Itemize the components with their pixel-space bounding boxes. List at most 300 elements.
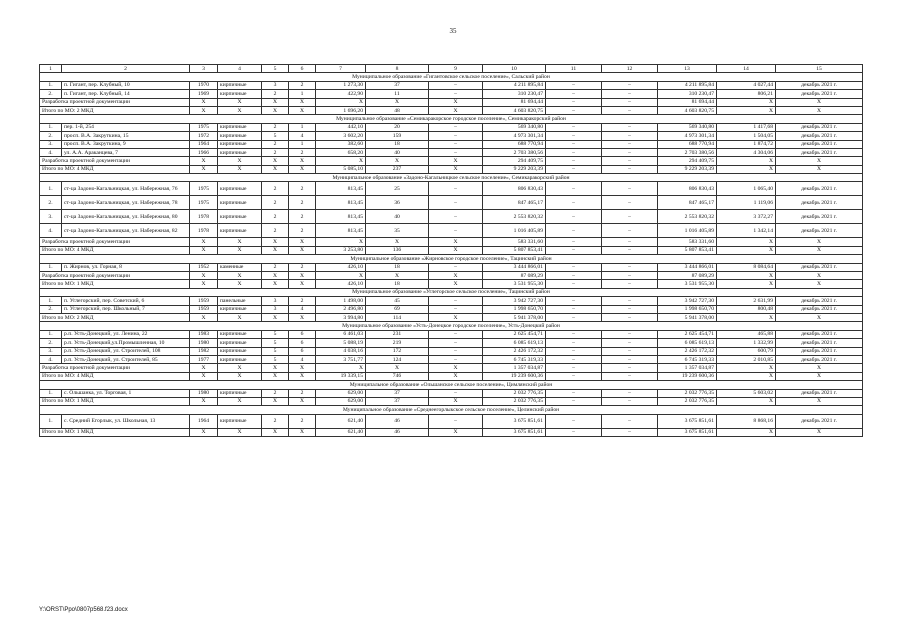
table-cell: 3 531 955,30 xyxy=(658,280,717,288)
table-cell: – xyxy=(429,330,483,338)
table-cell: – xyxy=(602,272,658,280)
table-cell: X xyxy=(289,157,316,165)
housing-repair-table xyxy=(39,64,863,437)
table-cell: – xyxy=(546,106,602,114)
summary-row xyxy=(40,98,863,106)
section-heading-row xyxy=(40,322,863,330)
table-cell: X xyxy=(262,364,289,372)
page-number: 35 xyxy=(449,27,457,35)
table-cell: – xyxy=(546,339,602,347)
table-cell: X xyxy=(262,246,289,254)
table-cell: декабрь 2021 г. xyxy=(776,132,863,140)
table-cell: – xyxy=(602,148,658,156)
table-cell: 1978 xyxy=(190,210,218,224)
table-cell: X xyxy=(262,313,289,321)
table-cell: X xyxy=(218,428,262,436)
table-cell: 1 065,40 xyxy=(717,182,776,196)
table-cell: – xyxy=(602,355,658,363)
table-cell: 806,21 xyxy=(717,90,776,98)
table-cell: 1972 xyxy=(190,132,218,140)
table-cell: X xyxy=(262,372,289,380)
table-cell: – xyxy=(602,364,658,372)
table-cell: декабрь 2021 г. xyxy=(776,196,863,210)
table-cell: X xyxy=(289,165,316,173)
table-cell: 442,10 xyxy=(316,123,366,131)
summary-row xyxy=(40,165,863,173)
address-cell: п. Гигант, пер. Клубный, 10 xyxy=(62,81,190,89)
table-cell: 4 xyxy=(289,305,316,313)
table-cell: кирпичные xyxy=(218,339,262,347)
table-cell: 294 409,75 xyxy=(658,157,717,165)
table-cell: 11 xyxy=(366,90,429,98)
table-cell: X xyxy=(366,157,429,165)
table-cell: – xyxy=(429,389,483,397)
table-cell: 1975 xyxy=(190,123,218,131)
table-cell: 2. xyxy=(40,196,62,210)
table-cell: 2 426 172,32 xyxy=(658,347,717,355)
table-cell: X xyxy=(218,272,262,280)
table-cell: 4 027,44 xyxy=(717,81,776,89)
table-cell: 9 229 203,39 xyxy=(658,165,717,173)
municipality-title: Муниципальное образование «Углегорское сельское поселение», Тацинский район xyxy=(40,288,863,296)
table-cell: X xyxy=(717,157,776,165)
table-cell: 3 675 851,61 xyxy=(658,414,717,428)
table-cell: 1 016 405,89 xyxy=(483,224,546,238)
table-cell: – xyxy=(429,347,483,355)
table-cell: 1. xyxy=(40,123,62,131)
table-cell: 621,40 xyxy=(316,428,366,436)
table-cell: 1978 xyxy=(190,224,218,238)
table-cell: X xyxy=(717,313,776,321)
table-cell: 19 339,15 xyxy=(316,372,366,380)
table-cell: декабрь 2021 г. xyxy=(776,355,863,363)
summary-label: Итого по МО: 4 МКД xyxy=(40,165,190,173)
table-cell: 1952 xyxy=(190,263,218,271)
table-cell: 1966 xyxy=(190,148,218,156)
table-cell: – xyxy=(546,263,602,271)
column-number-header: 14 xyxy=(717,65,776,73)
section-heading-row xyxy=(40,288,863,296)
table-cell: 2 xyxy=(262,414,289,428)
table-row xyxy=(40,140,863,148)
table-cell: 37 xyxy=(366,81,429,89)
table-cell: – xyxy=(546,272,602,280)
table-cell: 1969 xyxy=(190,90,218,98)
table-cell: 600,79 xyxy=(717,347,776,355)
table-cell: 172 xyxy=(366,347,429,355)
table-cell: 2. xyxy=(40,132,62,140)
table-cell: – xyxy=(602,224,658,238)
table-cell: – xyxy=(546,98,602,106)
table-cell: – xyxy=(602,140,658,148)
table-cell: 688 770,94 xyxy=(658,140,717,148)
table-cell: X xyxy=(776,272,863,280)
table-cell: 1 xyxy=(289,140,316,148)
table-cell: X xyxy=(429,313,483,321)
table-cell: 1 xyxy=(289,90,316,98)
table-cell: X xyxy=(429,372,483,380)
table-cell: – xyxy=(602,210,658,224)
table-cell: 569 340,80 xyxy=(658,123,717,131)
municipality-title: Муниципальное образование «Гигантовское сельское поселение», Сальский район xyxy=(40,73,863,81)
table-row xyxy=(40,196,863,210)
table-cell: – xyxy=(429,196,483,210)
municipality-title: Муниципальное образование «Ольшанское сельское поселение», Цимлянский район xyxy=(40,381,863,389)
table-cell: – xyxy=(546,347,602,355)
address-cell: ул. А.А. Араканцева, 7 xyxy=(62,148,190,156)
column-number-row xyxy=(40,65,863,73)
table-cell: 45 xyxy=(366,297,429,305)
table-cell: кирпичные xyxy=(218,347,262,355)
table-cell: X xyxy=(717,165,776,173)
table-cell: X xyxy=(776,428,863,436)
table-cell: 1 119,06 xyxy=(717,196,776,210)
table-cell: 2 xyxy=(289,224,316,238)
table-cell: X xyxy=(717,428,776,436)
column-number-header: 3 xyxy=(190,65,218,73)
table-cell: декабрь 2021 г. xyxy=(776,90,863,98)
table-cell: 37 xyxy=(366,389,429,397)
table-cell: 231 xyxy=(366,330,429,338)
table-cell: 35 xyxy=(366,224,429,238)
table-cell: X xyxy=(218,280,262,288)
table-cell: 1983 xyxy=(190,330,218,338)
summary-label: Разработка проектной документации xyxy=(40,238,190,246)
table-cell: 5 xyxy=(262,330,289,338)
table-cell: 81 694,44 xyxy=(483,98,546,106)
table-cell: 4 304,06 xyxy=(717,148,776,156)
table-cell: 1 xyxy=(289,123,316,131)
table-cell: X xyxy=(262,98,289,106)
table-cell: 847 465,17 xyxy=(658,196,717,210)
table-cell: X xyxy=(316,272,366,280)
table-cell: X xyxy=(218,165,262,173)
table-cell: X xyxy=(190,272,218,280)
table-cell: X xyxy=(289,364,316,372)
column-number-header: 12 xyxy=(602,65,658,73)
table-cell: X xyxy=(289,428,316,436)
table-cell: X xyxy=(366,272,429,280)
table-cell: – xyxy=(546,140,602,148)
table-cell: X xyxy=(429,397,483,405)
table-cell: – xyxy=(546,372,602,380)
table-cell: кирпичные xyxy=(218,196,262,210)
table-cell: X xyxy=(289,313,316,321)
summary-label: Итого по МО: 1 МКД xyxy=(40,280,190,288)
table-cell: 19 239 600,36 xyxy=(658,372,717,380)
table-cell: 4. xyxy=(40,224,62,238)
address-cell: р.п. Усть-Донецкий, ул. Строителей, 108 xyxy=(62,347,190,355)
table-cell: 69 xyxy=(366,305,429,313)
table-row xyxy=(40,297,863,305)
table-cell: 688 770,94 xyxy=(483,140,546,148)
column-number-header: 1 xyxy=(40,65,62,73)
summary-row xyxy=(40,428,863,436)
table-row xyxy=(40,347,863,355)
table-cell: – xyxy=(546,90,602,98)
table-cell: 2 xyxy=(262,389,289,397)
table-cell: X xyxy=(429,238,483,246)
table-cell: кирпичные xyxy=(218,210,262,224)
summary-label: Разработка проектной документации xyxy=(40,98,190,106)
table-cell: – xyxy=(429,81,483,89)
table-cell: 6 085 619,13 xyxy=(483,339,546,347)
table-row xyxy=(40,263,863,271)
table-cell: 4 973 301,34 xyxy=(658,132,717,140)
table-cell: X xyxy=(717,238,776,246)
table-cell: 800,48 xyxy=(717,305,776,313)
table-cell: – xyxy=(602,389,658,397)
table-cell: X xyxy=(429,246,483,254)
table-cell: декабрь 2021 г. xyxy=(776,224,863,238)
table-cell: – xyxy=(602,238,658,246)
table-cell: X xyxy=(262,428,289,436)
table-cell: X xyxy=(717,372,776,380)
table-cell: – xyxy=(546,238,602,246)
column-number-header: 11 xyxy=(546,65,602,73)
table-cell: X xyxy=(316,238,366,246)
table-cell: 2 xyxy=(262,210,289,224)
table-cell: X xyxy=(262,272,289,280)
table-cell: 20 xyxy=(366,123,429,131)
table-cell: 5 941 378,00 xyxy=(483,313,546,321)
table-cell: 382,60 xyxy=(316,140,366,148)
table-cell: 6 xyxy=(289,339,316,347)
table-cell: 583 331,60 xyxy=(658,238,717,246)
table-cell: 5 xyxy=(262,355,289,363)
table-cell: 40 xyxy=(366,148,429,156)
table-cell: 1 498,00 xyxy=(316,297,366,305)
table-cell: 813,45 xyxy=(316,196,366,210)
table-cell: – xyxy=(429,263,483,271)
column-number-header: 13 xyxy=(658,65,717,73)
table-cell: кирпичные xyxy=(218,182,262,196)
table-cell: 3 372,27 xyxy=(717,210,776,224)
table-cell: X xyxy=(262,106,289,114)
table-cell: 5 xyxy=(262,339,289,347)
table-cell: декабрь 2021 г. xyxy=(776,347,863,355)
column-number-header: 6 xyxy=(289,65,316,73)
table-cell: X xyxy=(190,157,218,165)
table-cell: – xyxy=(429,224,483,238)
summary-row xyxy=(40,157,863,165)
table-cell: 310 230,47 xyxy=(658,90,717,98)
table-cell: 1 016 405,89 xyxy=(658,224,717,238)
address-cell: р.п. Усть-Донецкий, ул. Ленина, 22 xyxy=(62,330,190,338)
address-cell: с. Ольшанка, ул. Торговая, 1 xyxy=(62,389,190,397)
table-cell: – xyxy=(546,81,602,89)
table-cell: – xyxy=(546,246,602,254)
address-cell: р.п. Усть-Донецкий, ул. Строителей, 85 xyxy=(62,355,190,363)
table-row xyxy=(40,389,863,397)
address-cell: просп. В.А. Закруткина, 9 xyxy=(62,140,190,148)
table-cell: 2 010,85 xyxy=(717,355,776,363)
table-cell: 5 807 853,41 xyxy=(658,246,717,254)
table-cell: 813,45 xyxy=(316,210,366,224)
table-cell: 1964 xyxy=(190,414,218,428)
table-cell: 8 868,16 xyxy=(717,414,776,428)
table-cell: X xyxy=(429,280,483,288)
table-cell: X xyxy=(429,165,483,173)
table-cell: – xyxy=(546,148,602,156)
table-cell: – xyxy=(546,132,602,140)
table-cell: X xyxy=(776,372,863,380)
table-row xyxy=(40,330,863,338)
table-cell: – xyxy=(429,132,483,140)
section-heading-row xyxy=(40,174,863,182)
table-cell: 3 751,77 xyxy=(316,355,366,363)
table-cell: 2 xyxy=(262,224,289,238)
table-cell: X xyxy=(190,397,218,405)
table-cell: – xyxy=(429,148,483,156)
table-cell: X xyxy=(776,280,863,288)
table-cell: 3 444 866,01 xyxy=(483,263,546,271)
table-cell: X xyxy=(717,397,776,405)
table-cell: 2 xyxy=(289,263,316,271)
table-cell: кирпичные xyxy=(218,140,262,148)
table-cell: X xyxy=(289,397,316,405)
table-cell: 1 696,20 xyxy=(316,106,366,114)
table-cell: X xyxy=(717,98,776,106)
table-cell: X xyxy=(776,238,863,246)
table-cell: – xyxy=(602,182,658,196)
table-cell: кирпичные xyxy=(218,389,262,397)
municipality-title: Муниципальное образование «Среднеегорлыкское сельское поселение», Целинский район xyxy=(40,406,863,414)
table-cell: 2 625 454,71 xyxy=(658,330,717,338)
table-cell: 813,45 xyxy=(316,182,366,196)
table-cell: 3 253,80 xyxy=(316,246,366,254)
table-cell: кирпичные xyxy=(218,90,262,98)
table-cell: – xyxy=(546,355,602,363)
table-cell: – xyxy=(602,414,658,428)
table-cell: 1 357 034,87 xyxy=(483,364,546,372)
table-cell: 2 xyxy=(262,148,289,156)
table-cell: X xyxy=(289,280,316,288)
summary-row xyxy=(40,272,863,280)
table-cell: X xyxy=(776,364,863,372)
table-row xyxy=(40,148,863,156)
summary-label: Итого по МО: 1 МКД xyxy=(40,428,190,436)
table-cell: 2. xyxy=(40,90,62,98)
table-cell: 19 239 600,36 xyxy=(483,372,546,380)
table-cell: – xyxy=(602,305,658,313)
table-cell: 1 998 650,70 xyxy=(658,305,717,313)
table-cell: 6 461,03 xyxy=(316,330,366,338)
table-cell: X xyxy=(776,106,863,114)
table-row xyxy=(40,182,863,196)
table-cell: X xyxy=(717,272,776,280)
table-cell: – xyxy=(429,210,483,224)
section-heading-row xyxy=(40,115,863,123)
table-cell: 1 417,68 xyxy=(717,123,776,131)
table-cell: 2 553 820,32 xyxy=(658,210,717,224)
table-cell: 159 xyxy=(366,132,429,140)
summary-label: Разработка проектной документации xyxy=(40,272,190,280)
table-cell: X xyxy=(262,165,289,173)
table-cell: 4. xyxy=(40,355,62,363)
table-cell: 4 211 895,84 xyxy=(658,81,717,89)
table-cell: 1 342,14 xyxy=(717,224,776,238)
table-cell: 2 426 172,32 xyxy=(483,347,546,355)
section-heading-row xyxy=(40,381,863,389)
table-cell: 5 807 853,41 xyxy=(483,246,546,254)
column-number-header: 8 xyxy=(366,65,429,73)
table-cell: 3 994,80 xyxy=(316,313,366,321)
table-cell: – xyxy=(602,106,658,114)
table-cell: – xyxy=(546,364,602,372)
table-cell: – xyxy=(602,372,658,380)
table-cell: 3 xyxy=(262,81,289,89)
table-cell: 426,10 xyxy=(316,280,366,288)
table-cell: 1977 xyxy=(190,355,218,363)
table-cell: 5 xyxy=(262,347,289,355)
address-cell: р.п. Усть-Донецкий,ул.Промышленная, 10 xyxy=(62,339,190,347)
table-cell: 806 830,43 xyxy=(658,182,717,196)
column-number-header: 5 xyxy=(262,65,289,73)
table-cell: – xyxy=(602,157,658,165)
table-cell: 5 603,02 xyxy=(717,389,776,397)
table-cell: X xyxy=(316,98,366,106)
table-cell: 2. xyxy=(40,305,62,313)
table-cell: 1980 xyxy=(190,389,218,397)
table-cell: X xyxy=(776,98,863,106)
table-cell: 40 xyxy=(366,210,429,224)
table-cell: 6 xyxy=(289,347,316,355)
table-cell: декабрь 2021 г. xyxy=(776,297,863,305)
table-cell: 2 xyxy=(289,196,316,210)
section-heading-row xyxy=(40,73,863,81)
table-row xyxy=(40,305,863,313)
table-cell: – xyxy=(602,330,658,338)
table-cell: 658,20 xyxy=(316,148,366,156)
table-cell: 87 089,29 xyxy=(658,272,717,280)
summary-label: Итого по МО: 2 МКД xyxy=(40,106,190,114)
table-cell: 6 745 319,33 xyxy=(658,355,717,363)
table-cell: 422,90 xyxy=(316,90,366,98)
table-cell: 4 603 820,75 xyxy=(658,106,717,114)
table-cell: X xyxy=(190,238,218,246)
table-cell: декабрь 2021 г. xyxy=(776,339,863,347)
table-cell: 310 230,47 xyxy=(483,90,546,98)
table-cell: 1. xyxy=(40,182,62,196)
table-cell: X xyxy=(717,246,776,254)
table-cell: X xyxy=(218,246,262,254)
table-cell: X xyxy=(717,280,776,288)
table-cell: 1959 xyxy=(190,305,218,313)
table-cell: кирпичные xyxy=(218,81,262,89)
table-cell: – xyxy=(546,428,602,436)
table-cell: 4 973 301,34 xyxy=(483,132,546,140)
summary-row xyxy=(40,246,863,254)
table-cell: 18 xyxy=(366,140,429,148)
table-cell: – xyxy=(429,297,483,305)
table-cell: 6 745 319,33 xyxy=(483,355,546,363)
summary-label: Итого по МО: 4 МКД xyxy=(40,246,190,254)
table-cell: – xyxy=(429,414,483,428)
table-cell: декабрь 2021 г. xyxy=(776,81,863,89)
table-cell: 2 xyxy=(289,210,316,224)
table-cell: X xyxy=(289,272,316,280)
table-cell: – xyxy=(546,414,602,428)
section-heading-row xyxy=(40,255,863,263)
table-cell: – xyxy=(546,297,602,305)
table-cell: X xyxy=(190,364,218,372)
table-cell: 1. xyxy=(40,263,62,271)
summary-row xyxy=(40,313,863,321)
summary-label: Итого по МО: 1 МКД xyxy=(40,397,190,405)
table-cell: 806 830,43 xyxy=(483,182,546,196)
table-cell: 4 211 895,84 xyxy=(483,81,546,89)
